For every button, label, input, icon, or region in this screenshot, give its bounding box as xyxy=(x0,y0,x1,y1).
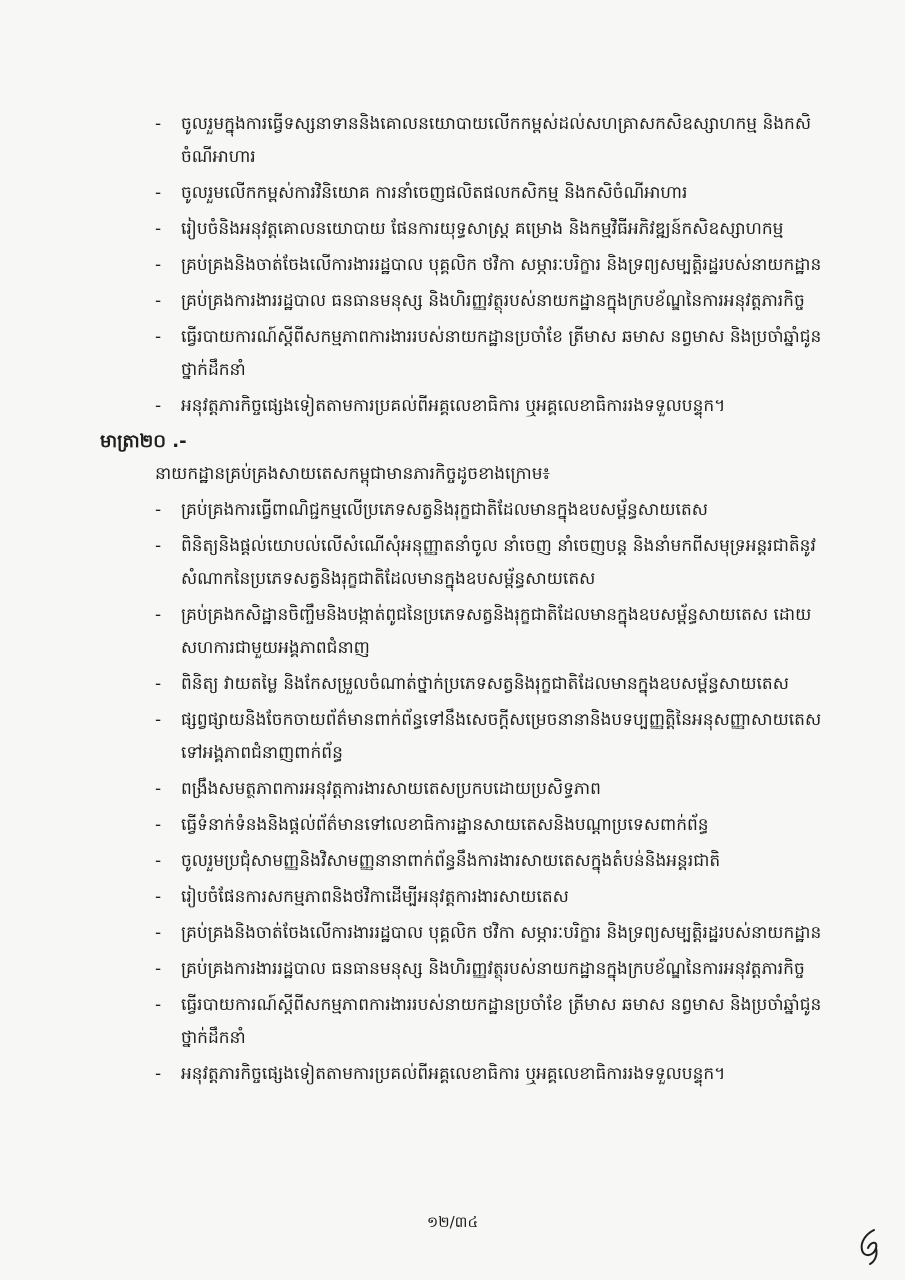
list-item xyxy=(155,773,830,806)
list-item-text: គ្រប់គ្រងកសិដ្ឋានចិញ្ចឹមនិងបង្កាត់ពូជនៃប្រភេទសត្វនិងរុក្ខជាតិដែលមានក្នុងឧបសម្ព័ន្ធសាយតេស ដោយសហការជាមួយអង្គភាពជំនាញ xyxy=(181,605,812,658)
bullet-dash: - xyxy=(155,674,162,694)
bullet-dash: - xyxy=(155,500,162,520)
list-item-text: ចូលរួមប្រជុំសាមញ្ញនិងវិសាមញ្ញនានាពាក់ព័ន្ធនឹងការងារសាយតេសក្នុងតំបន់និងអន្តរជាតិ xyxy=(181,851,721,871)
list-item-text: គ្រប់គ្រងការងាររដ្ឋបាល ធនធានមនុស្ស និងហិរញ្ញវត្ថុរបស់នាយកដ្ឋានក្នុងក្របខ័ណ្ឌនៃការអនុវត្តភារកិច្ច xyxy=(181,291,805,311)
list-item-text: ពង្រឹងសមត្ថភាពការអនុវត្តការងារសាយតេសប្រកបដោយប្រសិទ្ធភាព xyxy=(181,779,601,799)
list-item-text: ពិនិត្យ វាយតម្លៃ និងកែសម្រួលចំណាត់ថ្នាក់ប្រភេទសត្វនិងរុក្ខជាតិដែលមានក្នុងឧបសម្ព័ន្ធសាយតេស xyxy=(181,674,789,694)
list-item xyxy=(155,845,830,878)
list-item xyxy=(155,249,830,282)
list-item xyxy=(155,809,830,842)
bullet-dash: - xyxy=(155,710,162,730)
bullet-dash: - xyxy=(155,114,162,134)
list-item-text: គ្រប់គ្រងនិងចាត់ចែងលើការងាររដ្ឋបាល បុគ្គលិក ថវិកា សម្ភារៈបរិក្ខារ និងទ្រព្យសម្បត្តិរដ្ឋរបស់នាយកដ្ឋាន xyxy=(181,255,822,275)
bullet-dash: - xyxy=(155,851,162,871)
list-item-text: ធ្វើទំនាក់ទំនងនិងផ្តល់ព័ត៌មានទៅលេខាធិការដ្ឋានសាយតេសនិងបណ្តាប្រទេសពាក់ព័ន្ធ xyxy=(181,815,709,835)
list-item xyxy=(155,390,830,423)
bullet-dash: - xyxy=(155,605,162,625)
list-item xyxy=(155,881,830,914)
list-item xyxy=(155,917,830,950)
duty-list-article-20 xyxy=(155,494,830,1091)
list-item-text: ពិនិត្យនិងផ្តល់យោបល់លើសំណើសុំអនុញ្ញាតនាំចូល នាំចេញ នាំចេញបន្ត និងនាំមកពីសមុទ្រអន្តរជាតិនូវសំណាកនៃប្រភេទសត្វនិងរុក្ខជាតិដែលមានក្នុងឧបសម្ព័ន្ធសាយតេស xyxy=(181,536,816,589)
list-item-text: រៀបចំផែនការសកម្មភាពនិងថវិកាដើម្បីអនុវត្តការងារសាយតេស xyxy=(181,887,569,907)
list-item-text: ធ្វើរបាយការណ៍ស្តីពីសកម្មភាពការងាររបស់នាយកដ្ឋានប្រចាំខែ ត្រីមាស ឆមាស នព្វមាស និងប្រចាំឆ្នាំជូនថ្នាក់ដឹកនាំ xyxy=(181,327,822,380)
list-item xyxy=(155,177,830,210)
bullet-dash: - xyxy=(155,779,162,799)
bullet-dash: - xyxy=(155,536,162,556)
list-item xyxy=(155,989,830,1055)
bullet-dash: - xyxy=(155,923,162,943)
list-item-text: ធ្វើរបាយការណ៍ស្តីពីសកម្មភាពការងាររបស់នាយកដ្ឋានប្រចាំខែ ត្រីមាស ឆមាស នព្វមាស និងប្រចាំឆ្នាំជូនថ្នាក់ដឹកនាំ xyxy=(181,995,822,1048)
list-item-text: គ្រប់គ្រងការធ្វើពាណិជ្ជកម្មលើប្រភេទសត្វនិងរុក្ខជាតិដែលមានក្នុងឧបសម្ព័ន្ធសាយតេស xyxy=(181,500,708,520)
list-item xyxy=(155,704,830,770)
page-number: ១២/៣៤ xyxy=(426,1213,479,1231)
article-intro: នាយកដ្ឋានគ្រប់គ្រងសាយតេសកម្ពុជាមានភារកិច្ចដូចខាងក្រោម៖ xyxy=(155,464,550,484)
list-item-text: ផ្សព្វផ្សាយនិងចែកចាយព័ត៌មានពាក់ព័ន្ធទៅនឹងសេចក្តីសម្រេចនានានិងបទប្បញ្ញត្តិនៃអនុសញ្ញាសាយតេសទៅអង្គភាពជំនាញពាក់ព័ន្ធ xyxy=(181,710,822,763)
list-item xyxy=(155,953,830,986)
list-item xyxy=(155,668,830,701)
list-item xyxy=(155,1058,830,1091)
bullet-dash: - xyxy=(155,327,162,347)
bullet-dash: - xyxy=(155,887,162,907)
list-item-text: គ្រប់គ្រងការងាររដ្ឋបាល ធនធានមនុស្ស និងហិរញ្ញវត្ថុរបស់នាយកដ្ឋានក្នុងក្របខ័ណ្ឌនៃការអនុវត្តភារកិច្ច xyxy=(181,959,805,979)
bullet-dash: - xyxy=(155,995,162,1015)
article-heading: មាត្រា២០ .- xyxy=(100,431,187,452)
list-item xyxy=(155,108,830,174)
bullet-dash: - xyxy=(155,396,162,416)
bullet-dash: - xyxy=(155,959,162,979)
list-item xyxy=(155,599,830,665)
list-item xyxy=(155,321,830,387)
bullet-dash: - xyxy=(155,1064,162,1084)
list-item-text: អនុវត្តភារកិច្ចផ្សេងទៀតតាមការប្រគល់ពីអគ្គលេខាធិការ ឬអគ្គលេខាធិការរងទទួលបន្ទុក។ xyxy=(181,396,726,416)
document-body xyxy=(100,108,830,1094)
list-item-text: ចូលរួមលើកកម្ពស់ការវិនិយោគ ការនាំចេញផលិតផលកសិកម្ម និងកសិចំណីអាហារ xyxy=(181,183,688,203)
list-item xyxy=(155,213,830,246)
list-item-text: អនុវត្តភារកិច្ចផ្សេងទៀតតាមការប្រគល់ពីអគ្គលេខាធិការ ឬអគ្គលេខាធិការរងទទួលបន្ទុក។ xyxy=(181,1064,726,1084)
bullet-dash: - xyxy=(155,291,162,311)
list-item-text: គ្រប់គ្រងនិងចាត់ចែងលើការងាររដ្ឋបាល បុគ្គលិក ថវិកា សម្ភារៈបរិក្ខារ និងទ្រព្យសម្បត្តិរដ្ឋរបស់នាយកដ្ឋាន xyxy=(181,923,822,943)
bullet-dash: - xyxy=(155,219,162,239)
list-item xyxy=(155,530,830,596)
list-item xyxy=(155,285,830,318)
handwritten-initial-icon xyxy=(852,1226,886,1266)
duty-list-previous-article xyxy=(155,108,830,423)
list-item-text: ចូលរួមក្នុងការធ្វើទស្សនាទាននិងគោលនយោបាយលើកកម្ពស់ដល់សហគ្រាសកសិឧស្សាហកម្ម និងកសិចំណីអាហារ xyxy=(181,114,812,167)
bullet-dash: - xyxy=(155,183,162,203)
bullet-dash: - xyxy=(155,255,162,275)
list-item-text: រៀបចំនិងអនុវត្តគោលនយោបាយ ផែនការយុទ្ធសាស្ត្រ គម្រោង និងកម្មវិធីអភិវឌ្ឍន៍កសិឧស្សាហកម្ម xyxy=(181,219,784,239)
list-item xyxy=(155,494,830,527)
bullet-dash: - xyxy=(155,815,162,835)
